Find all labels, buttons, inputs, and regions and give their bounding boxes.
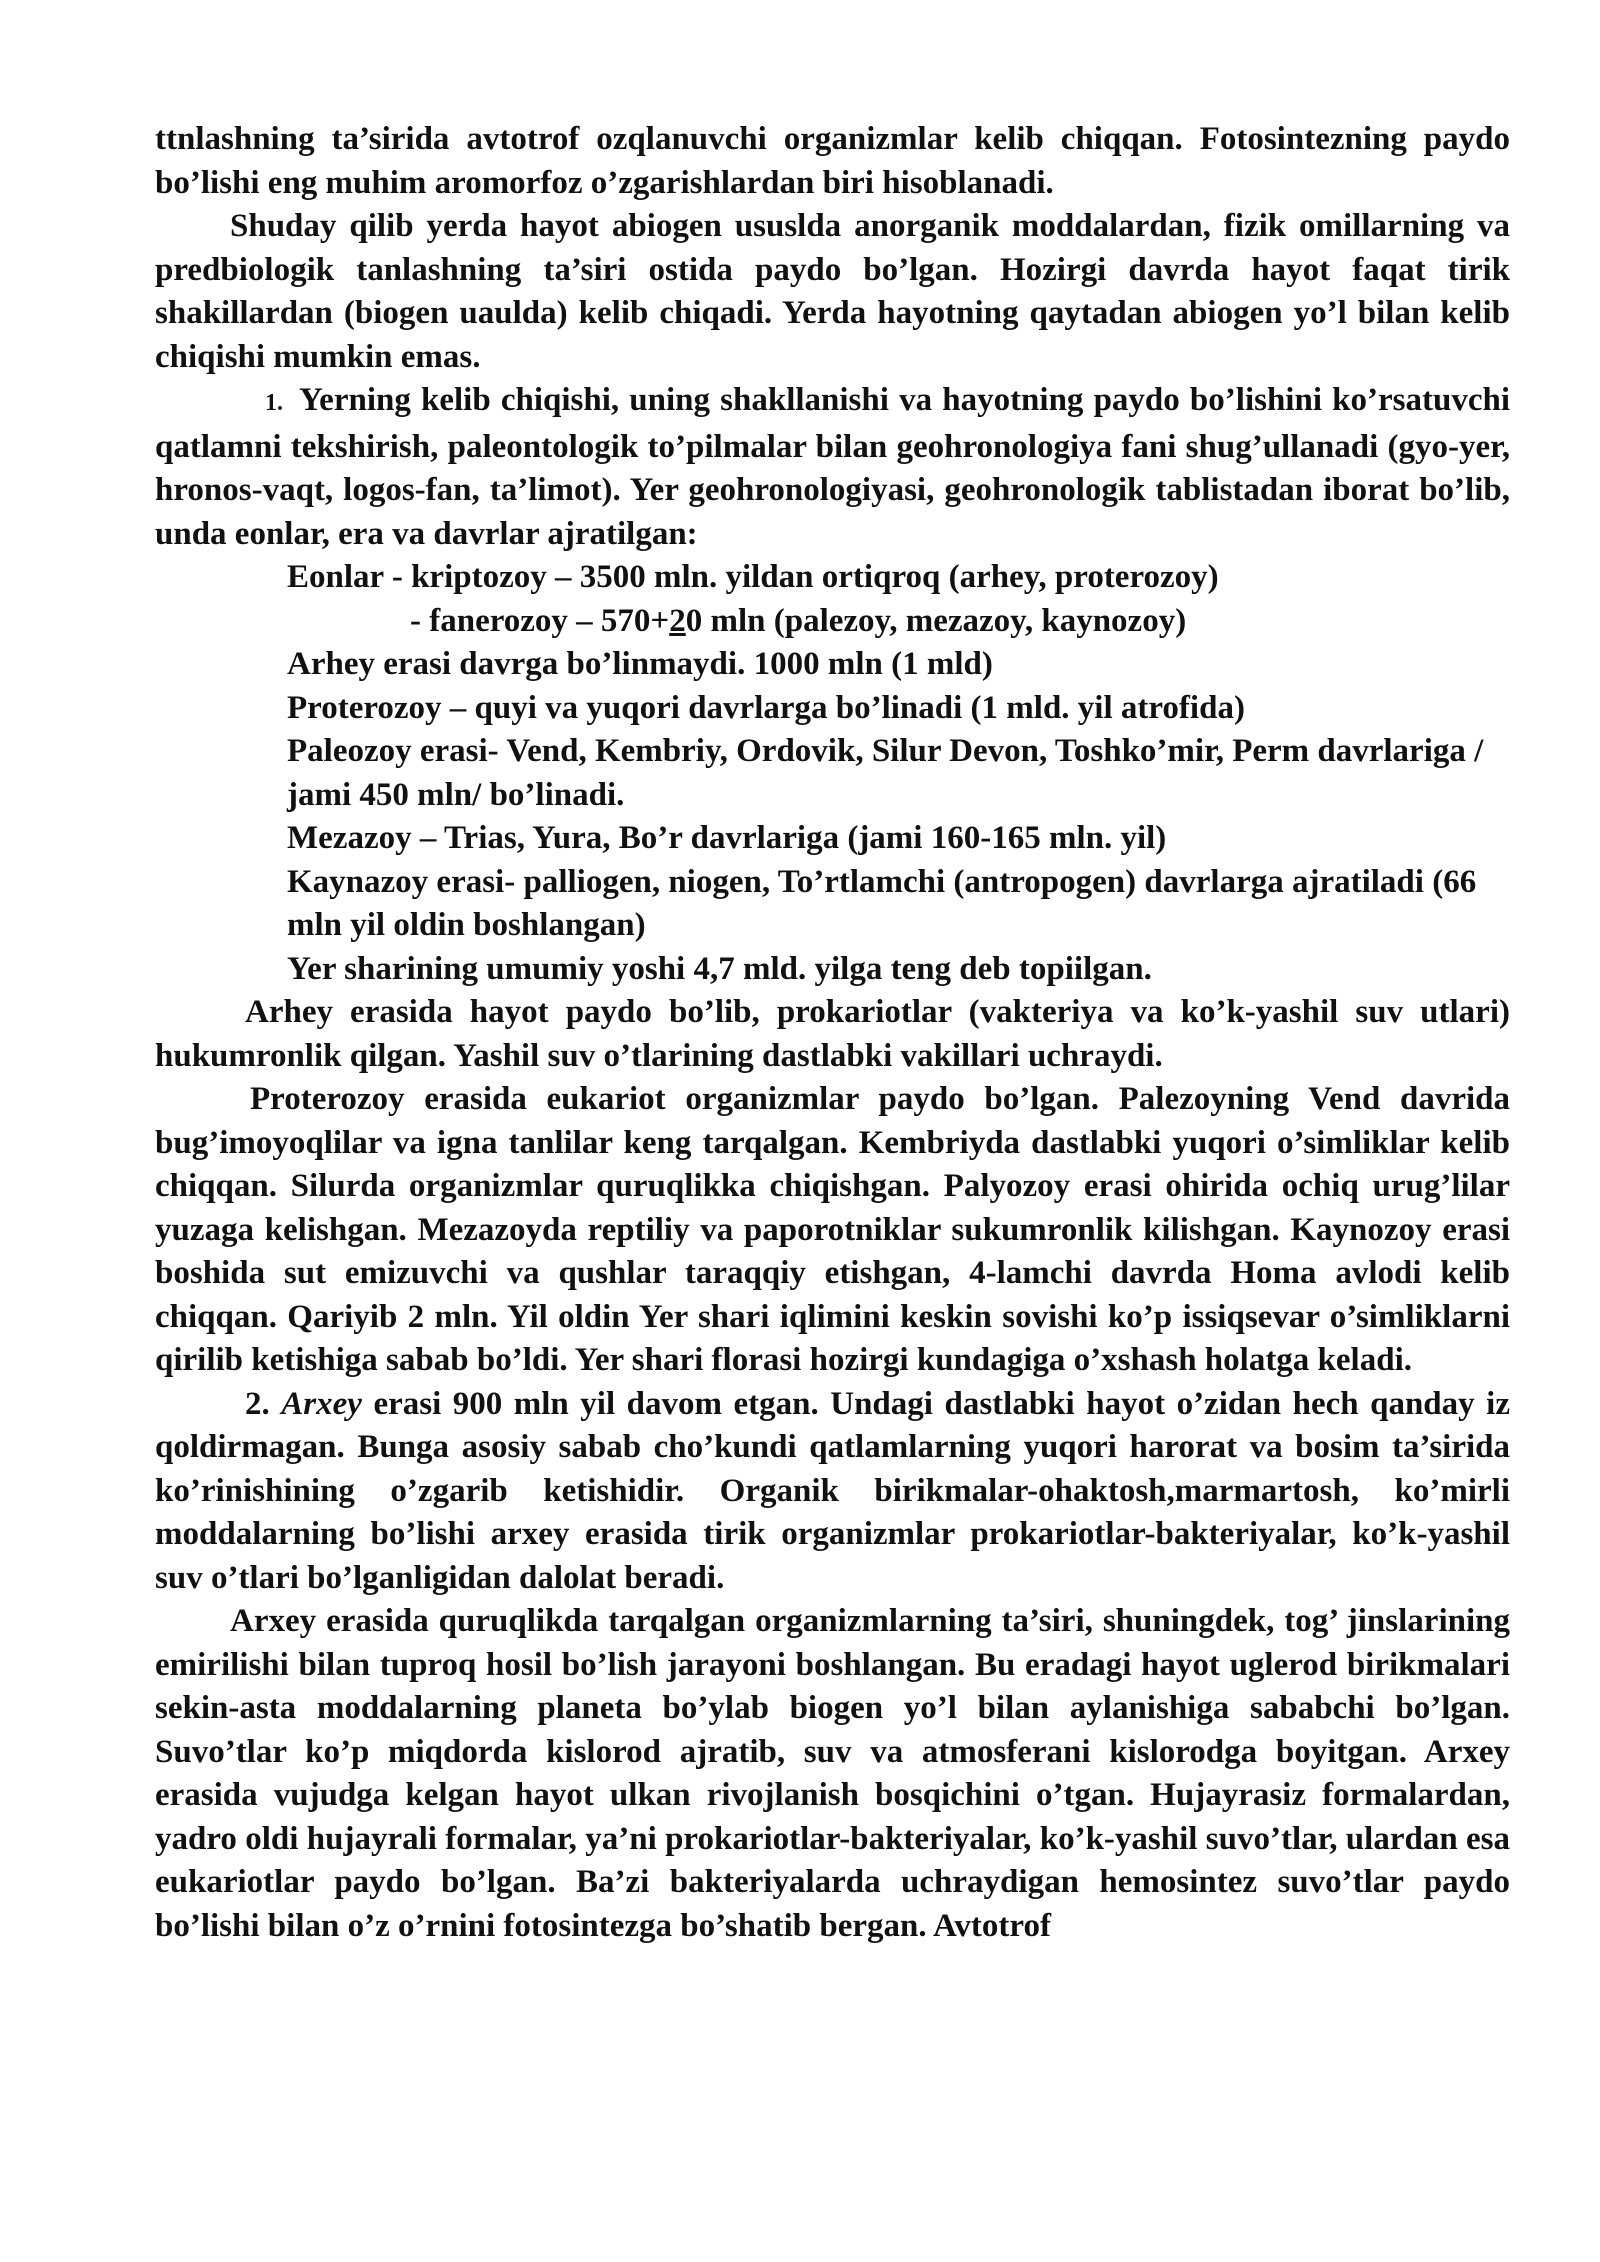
- era-line-2: Proterozoy – quyi va yuqori davrlarga bo’linadi (1 mld. yil atrofida): [287, 689, 1245, 726]
- item-number-2: 2.: [245, 1385, 270, 1422]
- era-line-6: Yer sharining umumiy yoshi 4,7 mld. yilga teng deb topiilgan.: [287, 950, 1152, 987]
- era-line-3: Paleozoy erasi- Vend, Kembriy, Ordovik, Silur Devon, Toshko’mir, Perm davrlariga / jami 450 mln/ bo’linadi.: [287, 733, 1484, 813]
- paragraph-3: Arhey erasida hayot paydo bo’lib, prokariotlar (vakteriya va ko’k-yashil suv utlari) hukumronlik qilgan. Yashil suv o’tlarining dastlabki vakillari uchraydi.: [155, 994, 1510, 1074]
- paragraph-4: Proterozoy erasida eukariot organizmlar paydo bo’lgan. Palezoyning Vend davrida bug’imoyoqlilar va igna tanlilar keng tarqalgan. Kembriyda dastlabki yuqori o’simliklar kelib chiqqan. Silurda organizmlar quruqlikka chiqishgan. Palyozoy erasi ohirida ochiq urug’lilar yuzaga kelishgan. Mezazoyda reptiliy va paporotniklar sukumronlik kilishgan. Kaynozoy erasi boshida sut emizuvchi va qushlar taraqqiy etishgan, 4-lamchi davrda Homa avlodi kelib chiqqan. Qariyib 2 mln. Yil oldin Yer shari iqlimini keskin sovishi ko’p issiqsevar o’simliklarni qirilib ketishiga sabab bo’ldi. Yer shari florasi hozirgi kundagiga o’xshash holatga keladi.: [155, 1081, 1510, 1378]
- eon-line-2-underlined: 2: [669, 602, 686, 639]
- paragraph-2-text: Yerning kelib chiqishi, uning shakllanishi va hayotning paydo bo’lishini ko’rsatuvchi qatlamni tekshirish, paleontologik to’pilmalar bilan geohronologiya fani shug’ullanadi (gyo-yer, hronos-vaqt, logos-fan, ta’limot). Yer geohronologiyasi, geohronologik tablistadan iborat bo’lib, unda eonlar, era va davrlar ajratilgan:: [155, 382, 1510, 552]
- eon-line-2: [155, 600, 1510, 644]
- eon-line-2-b: 0 mln (palezoy, mezazoy, kaynozoy): [685, 602, 1187, 639]
- era-line-5: Kaynazoy erasi- palliogen, niogen, To’rtlamchi (antropogen) davrlarga ajratiladi (66 mln yil oldin boshlangan): [287, 863, 1477, 943]
- item-number-1: 1.: [265, 390, 283, 416]
- paragraph-2: [155, 379, 1510, 556]
- document-page: [155, 118, 1510, 1948]
- paragraph-1: Shuday qilib yerda hayot abiogen ususlda anorganik moddalardan, fizik omillarning va predbiologik tanlashning ta’siri ostida paydo bo’lgan. Hozirgi davrda hayot faqat tirik shakillardan (biogen uaulda) kelib chiqadi. Yerda hayotning qaytadan abiogen yo’l bilan kelib chiqishi mumkin emas.: [155, 208, 1510, 375]
- eon-line-1: Eonlar - kriptozoy – 3500 mln. yildan ortiqroq (arhey, proterozoy): [287, 559, 1219, 595]
- paragraph-0: ttnlashning ta’sirida avtotrof ozqlanuvchi organizmlar kelib chiqqan. Fotosintezning paydo bo’lishi eng muhim aromorfoz o’zgarishlardan biri hisoblanadi.: [155, 121, 1510, 201]
- era-line-4: Mezazoy – Trias, Yura, Bo’r davrlariga (jami 160-165 mln. yil): [287, 820, 1167, 856]
- eon-line-2-a: - fanerozoy – 570+: [410, 602, 670, 639]
- paragraph-5-text: erasi 900 mln yil davom etgan. Undagi dastlabki hayot o’zidan hech qanday iz qoldirmagan. Bunga asosiy sabab cho’kundi qatlamlarning yuqori harorat va bosim ta’sirida ko’rinishining o’zgarib ketishidir. Organik birikmalar-ohaktosh,marmartosh, ko’mirli moddalarning bo’lishi arxey erasida tirik organizmlar prokariotlar-bakteriyalar, ko’k-yashil suv o’tlari bo’lganligidan dalolat beradi.: [155, 1385, 1510, 1596]
- paragraph-5-italic: Arxey: [281, 1385, 362, 1422]
- era-line-1: Arhey erasi davrga bo’linmaydi. 1000 mln (1 mld): [287, 646, 993, 682]
- paragraph-6: Arxey erasida quruqlikda tarqalgan organizmlarning ta’siri, shuningdek, tog’ jinslarining emirilishi bilan tuproq hosil bo’lish jarayoni boshlangan. Bu eradagi hayot uglerod birikmalari sekin-asta moddalarning planeta bo’ylab biogen yo’l bilan aylanishiga sababchi bo’lgan. Suvo’tlar ko’p miqdorda kislorod ajratib, suv va atmosferani kislorodga boyitgan. Arxey erasida vujudga kelgan hayot ulkan rivojlanish bosqichini o’tgan. Hujayrasiz formalardan, yadro oldi hujayrali formalar, ya’ni prokariotlar-bakteriyalar, ko’k-yashil suvo’tlar, ulardan esa eukariotlar paydo bo’lgan. Ba’zi bakteriyalarda uchraydigan hemosintez suvo’tlar paydo bo’lishi bilan o’z o’rnini fotosintezga bo’shatib bergan. Avtotrof: [155, 1603, 1510, 1944]
- paragraph-5: [155, 1383, 1510, 1601]
